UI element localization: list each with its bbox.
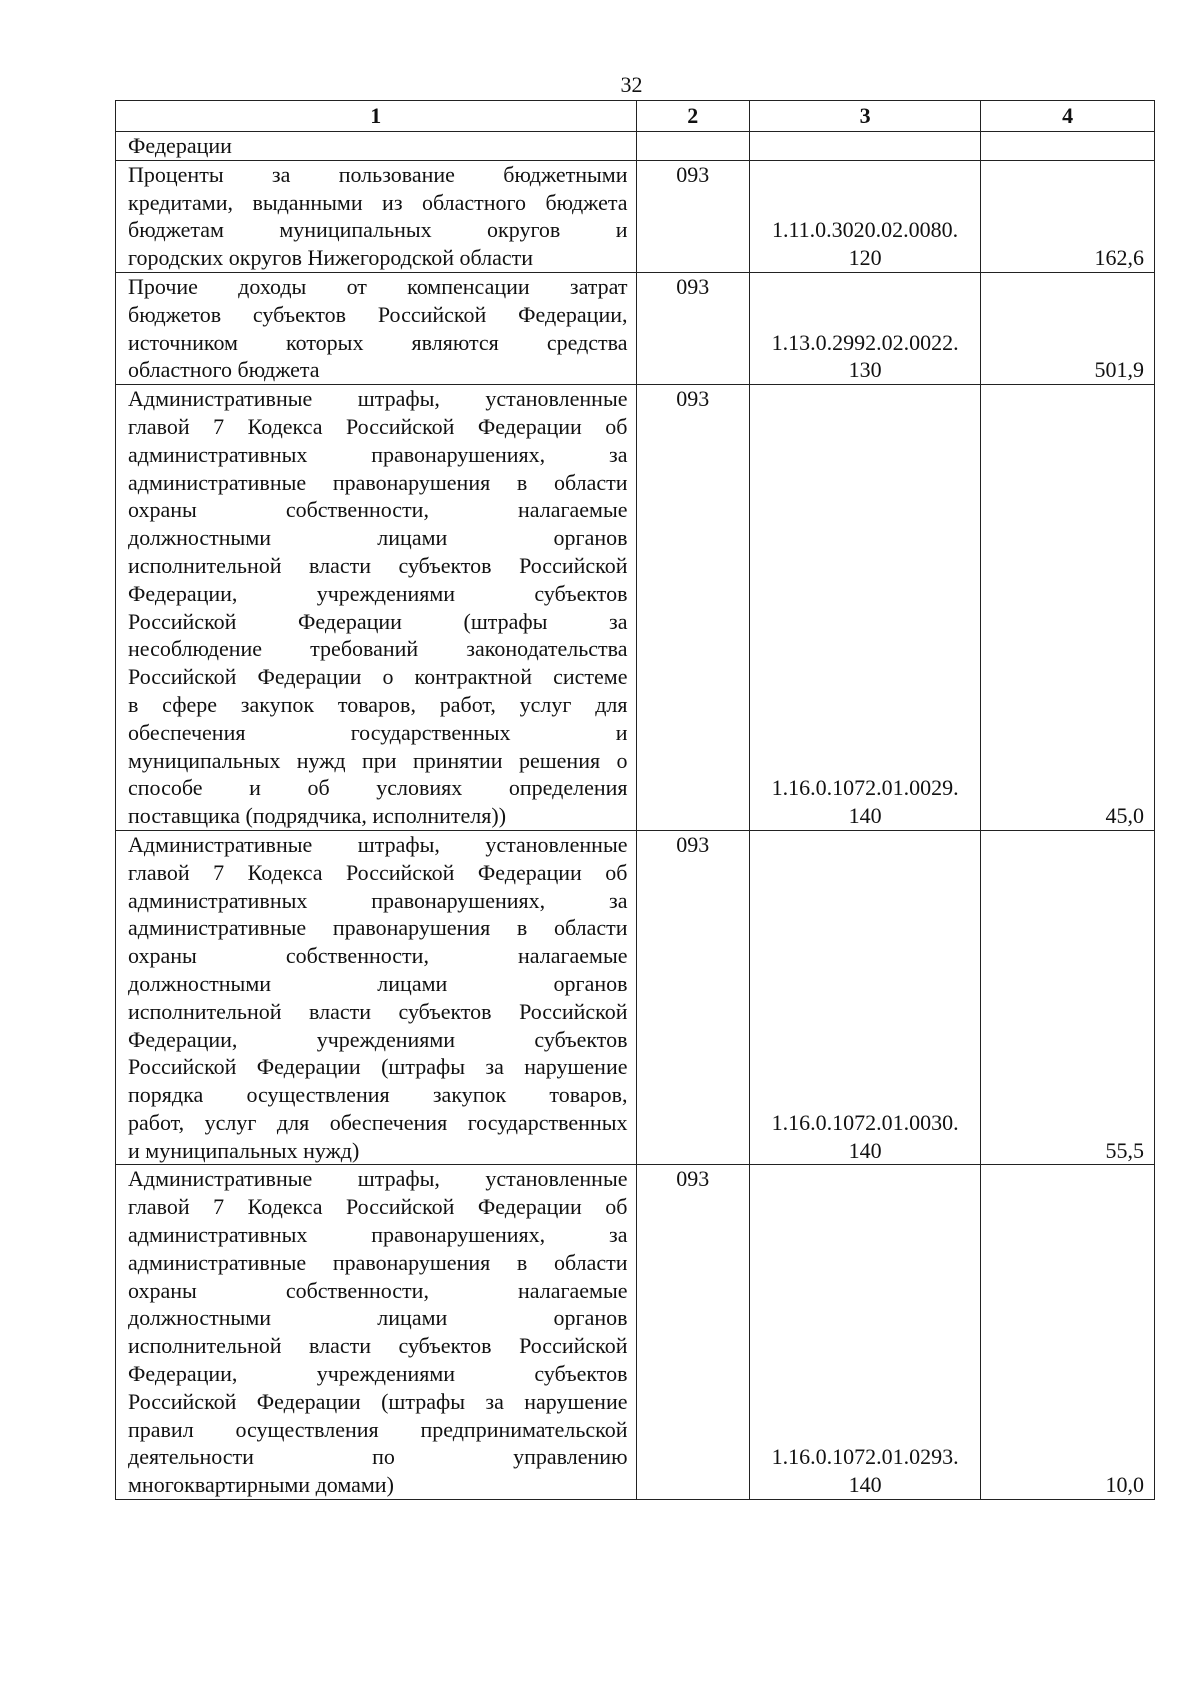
description-line: охраны собственности, налагаемые <box>128 497 628 523</box>
description-line: должностными лицами органов <box>128 525 628 551</box>
row-description <box>116 385 637 831</box>
row-amount: 501,9 <box>1094 357 1144 383</box>
row-admin-code: 093 <box>636 385 750 831</box>
description-line: Федерации, учреждениями субъектов <box>128 1026 628 1052</box>
description-line: административные правонарушения в области <box>128 1249 628 1275</box>
table-header-row <box>116 101 1155 132</box>
description-line: исполнительной власти субъектов Российской <box>128 998 628 1024</box>
row-admin-code: 093 <box>636 160 750 272</box>
row-description <box>116 160 637 272</box>
description-line: Проценты за пользование бюджетными <box>128 161 628 187</box>
description-line: Административные штрафы, установленные <box>128 1166 628 1192</box>
description-line: административные правонарушения в области <box>128 915 628 941</box>
description-line: Федерации, учреждениями субъектов <box>128 580 628 606</box>
header-col-4: 4 <box>981 101 1155 132</box>
row-classification-code <box>750 132 981 161</box>
row-description <box>116 132 637 161</box>
classification-code-line: 1.13.0.2992.02.0022. <box>771 329 959 355</box>
description-line: охраны собственности, налагаемые <box>128 943 628 969</box>
description-line: городских округов Нижегородской области <box>128 245 534 271</box>
description-line: деятельности по управлению <box>128 1444 628 1470</box>
row-admin-code: 093 <box>636 1165 750 1500</box>
description-line: Федерации <box>128 133 232 158</box>
description-line: областного бюджета <box>128 357 320 383</box>
header-col-2: 2 <box>636 101 750 132</box>
description-line: правил осуществления предпринимательской <box>128 1416 628 1442</box>
page-number: 32 <box>620 72 643 97</box>
description-line: способе и об условиях определения <box>128 775 628 801</box>
table-row <box>116 160 1155 272</box>
row-classification-code <box>750 272 981 384</box>
row-classification-code <box>750 160 981 272</box>
description-line: охраны собственности, налагаемые <box>128 1277 628 1303</box>
table-row <box>116 1165 1155 1500</box>
row-amount-cell <box>981 830 1155 1165</box>
description-line: многоквартирными домами) <box>128 1472 394 1498</box>
description-line: Прочие доходы от компенсации затрат <box>128 273 628 299</box>
description-line: Административные штрафы, установленные <box>128 386 628 412</box>
row-amount: 162,6 <box>1094 245 1144 271</box>
row-amount: 55,5 <box>1105 1137 1144 1163</box>
description-line: главой 7 Кодекса Российской Федерации об <box>128 413 628 439</box>
header-col-3: 3 <box>750 101 981 132</box>
table-body <box>116 132 1155 1500</box>
row-admin-code: 093 <box>636 272 750 384</box>
row-amount-cell <box>981 272 1155 384</box>
description-line: главой 7 Кодекса Российской Федерации об <box>128 1194 628 1220</box>
description-line: административных правонарушениях, за <box>128 441 628 467</box>
classification-code-line: 1.16.0.1072.01.0029. <box>771 775 959 801</box>
classification-code-line: 1.11.0.3020.02.0080. <box>771 217 959 243</box>
row-classification-code <box>750 830 981 1165</box>
row-amount: 45,0 <box>1105 803 1144 829</box>
budget-revenue-table <box>115 100 1155 1500</box>
description-line: поставщика (подрядчика, исполнителя)) <box>128 803 507 829</box>
description-line: порядка осуществления закупок товаров, <box>128 1082 628 1108</box>
row-admin-code: 093 <box>636 830 750 1165</box>
description-line: исполнительной власти субъектов Российской <box>128 1333 628 1359</box>
classification-code-line: 130 <box>848 357 882 383</box>
row-amount: 10,0 <box>1105 1472 1144 1498</box>
row-classification-code <box>750 1165 981 1500</box>
description-line: Административные штрафы, установленные <box>128 831 628 857</box>
classification-code-line: 1.16.0.1072.01.0030. <box>771 1109 959 1135</box>
header-col-1: 1 <box>116 101 637 132</box>
row-admin-code <box>636 132 750 161</box>
row-amount-cell <box>981 385 1155 831</box>
row-description <box>116 272 637 384</box>
classification-code-line: 140 <box>848 1472 882 1498</box>
description-line: административных правонарушениях, за <box>128 887 628 913</box>
description-line: муниципальных нужд при принятии решения о <box>128 747 628 773</box>
description-line: административные правонарушения в области <box>128 469 628 495</box>
table-row <box>116 385 1155 831</box>
table-row <box>116 272 1155 384</box>
row-amount-cell <box>981 1165 1155 1500</box>
description-line: Российской Федерации (штрафы за нарушение <box>128 1388 628 1414</box>
classification-code-line: 140 <box>848 1137 882 1163</box>
row-amount-cell <box>981 160 1155 272</box>
description-line: кредитами, выданными из областного бюджета <box>128 189 628 215</box>
description-line: Федерации, учреждениями субъектов <box>128 1361 628 1387</box>
row-classification-code <box>750 385 981 831</box>
description-line: источником которых являются средства <box>128 329 628 355</box>
row-amount-cell <box>981 132 1155 161</box>
description-line: исполнительной власти субъектов Российской <box>128 552 628 578</box>
description-line: несоблюдение требований законодательства <box>128 636 628 662</box>
description-line: должностными лицами органов <box>128 970 628 996</box>
table-row <box>116 132 1155 161</box>
classification-code-line: 140 <box>848 803 882 829</box>
description-line: бюджетов субъектов Российской Федерации, <box>128 301 628 327</box>
description-line: административных правонарушениях, за <box>128 1222 628 1248</box>
description-line: Российской Федерации (штрафы за нарушение <box>128 1054 628 1080</box>
description-line: работ, услуг для обеспечения государственных <box>128 1109 628 1135</box>
description-line: должностными лицами органов <box>128 1305 628 1331</box>
description-line: Российской Федерации (штрафы за <box>128 608 628 634</box>
row-description <box>116 830 637 1165</box>
description-line: главой 7 Кодекса Российской Федерации об <box>128 859 628 885</box>
description-line: бюджетам муниципальных округов и <box>128 217 628 243</box>
description-line: в сфере закупок товаров, работ, услуг для <box>128 691 628 717</box>
description-line: и муниципальных нужд) <box>128 1137 360 1163</box>
row-description <box>116 1165 637 1500</box>
description-line: обеспечения государственных и <box>128 719 628 745</box>
classification-code-line: 120 <box>848 245 882 271</box>
description-line: Российской Федерации о контрактной системе <box>128 664 628 690</box>
classification-code-line: 1.16.0.1072.01.0293. <box>771 1444 959 1470</box>
table-row <box>116 830 1155 1165</box>
